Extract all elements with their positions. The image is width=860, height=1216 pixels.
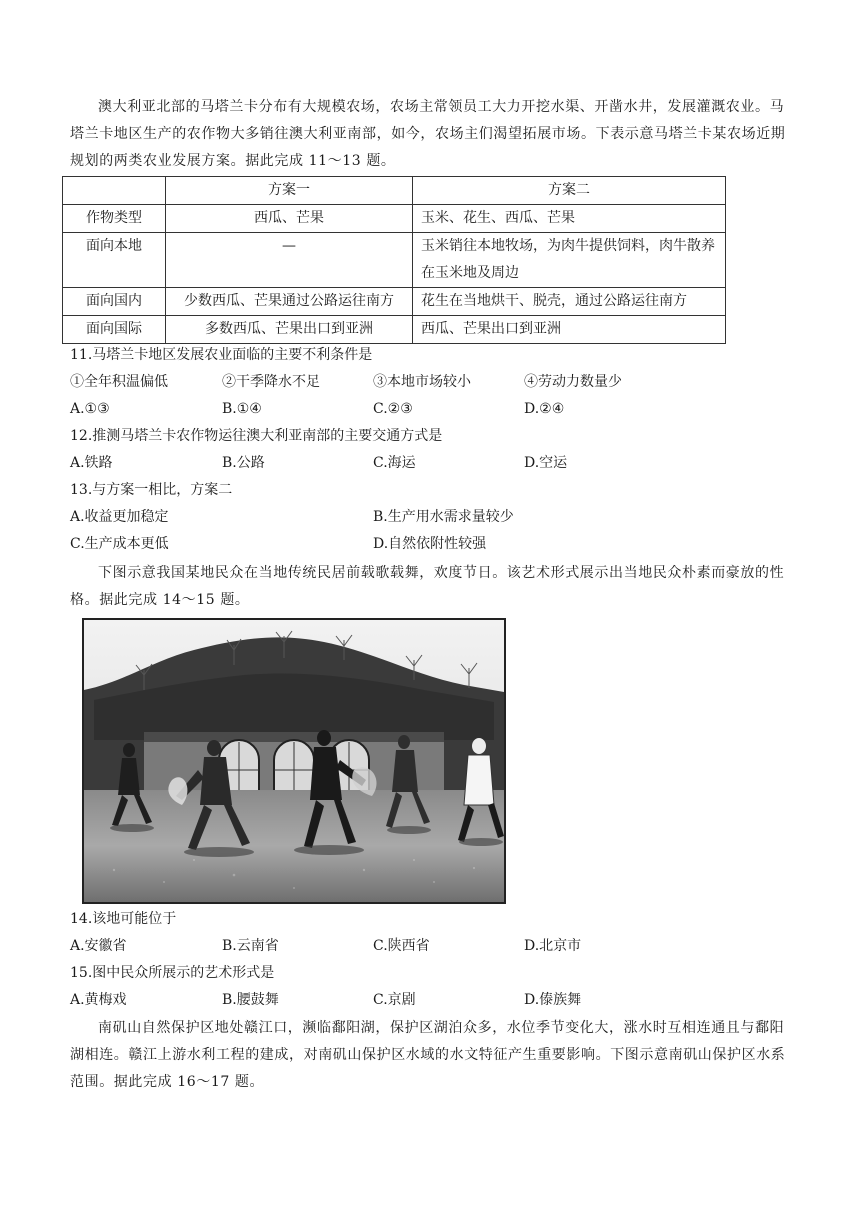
question-13-stem: 13.与方案一相比，方案二 bbox=[70, 482, 233, 498]
table-cell: 玉米、花生、西瓜、芒果 bbox=[413, 205, 726, 233]
q13-option-a[interactable]: A.收益更加稳定 bbox=[70, 509, 169, 525]
q14-option-b[interactable]: B.云南省 bbox=[222, 938, 279, 954]
table-row bbox=[63, 288, 726, 316]
table-cell: 作物类型 bbox=[63, 205, 166, 233]
table-header-cell bbox=[63, 177, 166, 205]
table-cell: 面向国际 bbox=[63, 316, 166, 344]
folk-dance-photo bbox=[82, 618, 506, 904]
q11-option-d[interactable]: D.②④ bbox=[524, 401, 565, 417]
passage-matalanka: 澳大利亚北部的马塔兰卡分布有大规模农场，农场主常领员工大力开挖水渠、开凿水井，发展灌溉农业。马塔兰卡地区生产的农作物大多销往澳大利亚南部，如今，农场主们渴望拓展市场。下表示意马塔兰卡某农场近期规划的两类农业发展方案。据此完成 11～13 题。 bbox=[70, 99, 786, 169]
table-cell: 玉米销往本地牧场，为肉牛提供饲料，肉牛散养在玉米地及周边 bbox=[413, 233, 726, 288]
question-14-stem: 14.该地可能位于 bbox=[70, 911, 177, 927]
q11-item-3: ③本地市场较小 bbox=[373, 374, 471, 390]
q11-option-a[interactable]: A.①③ bbox=[70, 401, 110, 417]
table-cell: 面向国内 bbox=[63, 288, 166, 316]
q15-option-b[interactable]: B.腰鼓舞 bbox=[222, 992, 279, 1008]
q12-option-b[interactable]: B.公路 bbox=[222, 455, 265, 471]
q15-option-d[interactable]: D.傣族舞 bbox=[524, 992, 582, 1008]
q11-option-c[interactable]: C.②③ bbox=[373, 401, 413, 417]
table-cell: 西瓜、芒果出口到亚洲 bbox=[413, 316, 726, 344]
q15-option-c[interactable]: C.京剧 bbox=[373, 992, 416, 1008]
table-row bbox=[63, 205, 726, 233]
passage-folk-dance: 下图示意我国某地民众在当地传统民居前载歌载舞，欢度节日。该艺术形式展示出当地民众朴素而豪放的性格。据此完成 14～15 题。 bbox=[70, 565, 785, 608]
q15-option-a[interactable]: A.黄梅戏 bbox=[70, 992, 127, 1008]
q14-option-c[interactable]: C.陕西省 bbox=[373, 938, 430, 954]
q11-item-1: ①全年积温偏低 bbox=[70, 374, 168, 390]
q13-option-b[interactable]: B.生产用水需求量较少 bbox=[373, 509, 514, 525]
q12-option-d[interactable]: D.空运 bbox=[524, 455, 568, 471]
q12-option-c[interactable]: C.海运 bbox=[373, 455, 416, 471]
q11-option-b[interactable]: B.①④ bbox=[222, 401, 262, 417]
table-cell: — bbox=[166, 233, 413, 288]
question-12-stem: 12.推测马塔兰卡农作物运往澳大利亚南部的主要交通方式是 bbox=[70, 428, 443, 444]
q13-option-c[interactable]: C.生产成本更低 bbox=[70, 536, 169, 552]
table-header-cell: 方案一 bbox=[166, 177, 413, 205]
table-cell: 多数西瓜、芒果出口到亚洲 bbox=[166, 316, 413, 344]
table-header-row bbox=[63, 177, 726, 205]
question-15-stem: 15.图中民众所展示的艺术形式是 bbox=[70, 965, 275, 981]
question-11-stem: 11.马塔兰卡地区发展农业面临的主要不利条件是 bbox=[70, 347, 373, 363]
passage-nanjishan: 南矶山自然保护区地处赣江口，濒临鄱阳湖，保护区湖泊众多，水位季节变化大，涨水时互相连通且与鄱阳湖相连。赣江上游水利工程的建成，对南矶山保护区水域的水文特征产生重要影响。下图示意南矶山保护区水系范围。据此完成 16～17 题。 bbox=[70, 1020, 786, 1090]
table-row bbox=[63, 233, 726, 288]
q12-option-a[interactable]: A.铁路 bbox=[70, 455, 113, 471]
table-row bbox=[63, 316, 726, 344]
table-cell: 花生在当地烘干、脱壳，通过公路运往南方 bbox=[413, 288, 726, 316]
q13-option-d[interactable]: D.自然依附性较强 bbox=[373, 536, 487, 552]
q11-item-4: ④劳动力数量少 bbox=[524, 374, 622, 390]
table-cell: 面向本地 bbox=[63, 233, 166, 288]
table-header-cell: 方案二 bbox=[413, 177, 726, 205]
table-cell: 少数西瓜、芒果通过公路运往南方 bbox=[166, 288, 413, 316]
scheme-table bbox=[62, 176, 726, 344]
table-cell: 西瓜、芒果 bbox=[166, 205, 413, 233]
q11-item-2: ②干季降水不足 bbox=[222, 374, 320, 390]
q14-option-a[interactable]: A.安徽省 bbox=[70, 938, 127, 954]
photo-illustration bbox=[84, 620, 504, 902]
q14-option-d[interactable]: D.北京市 bbox=[524, 938, 582, 954]
